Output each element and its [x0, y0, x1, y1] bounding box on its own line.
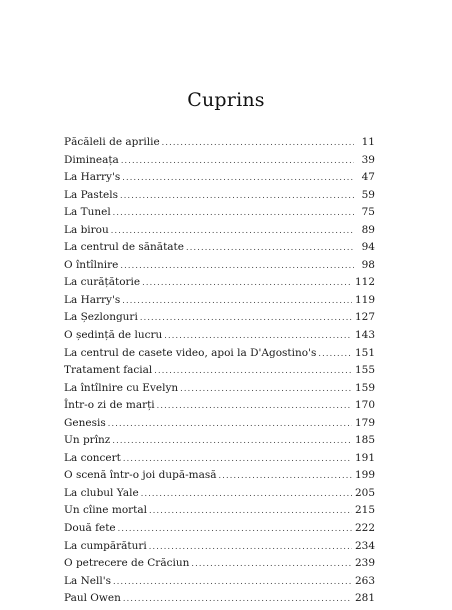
- dot-leader: [112, 436, 352, 446]
- toc-entry: [64, 540, 375, 558]
- toc-entry-title: La Tunel: [64, 206, 111, 219]
- table-of-contents: [64, 136, 375, 610]
- toc-entry-page-number: 47: [361, 171, 375, 184]
- toc-entry-page-number: 11: [361, 136, 375, 148]
- toc-entry-page-number: 263: [354, 574, 375, 587]
- toc-entry-title: Două fete: [64, 522, 116, 535]
- toc-entry: [64, 364, 375, 382]
- toc-entry: [64, 504, 375, 522]
- dot-leader: [111, 226, 354, 236]
- toc-entry-page-number: 127: [354, 311, 375, 324]
- toc-entry-page-number: 179: [354, 416, 375, 429]
- toc-entry-title: Un prînz: [64, 434, 111, 447]
- toc-entry-title: La întîlnire cu Evelyn: [64, 381, 179, 394]
- dot-leader: [219, 471, 352, 481]
- toc-entry: [64, 452, 375, 470]
- toc-entry: [64, 154, 375, 172]
- dot-leader: [122, 173, 354, 183]
- toc-entry: [64, 382, 375, 400]
- toc-entry-page-number: 75: [361, 206, 375, 219]
- dot-leader: [180, 384, 352, 394]
- dot-leader: [120, 191, 354, 201]
- toc-entry: [64, 206, 375, 224]
- dot-leader: [123, 594, 352, 604]
- toc-entry: [64, 259, 375, 277]
- toc-entry-page-number: 39: [361, 153, 375, 166]
- toc-entry-page-number: 185: [354, 434, 375, 447]
- toc-entry-page-number: 151: [354, 346, 375, 359]
- toc-entry-title: La centrul de casete video, apoi la D'Agostino's: [64, 346, 317, 359]
- dot-leader: [186, 243, 354, 253]
- toc-entry-title: La centrul de sănătate: [64, 241, 184, 254]
- toc-entry-page-number: 143: [354, 329, 375, 342]
- dot-leader: [122, 296, 352, 306]
- dot-leader: [164, 331, 352, 341]
- toc-entry-page-number: 98: [361, 258, 375, 271]
- toc-entry-title: Dimineața: [64, 153, 119, 166]
- toc-entry-page-number: 222: [354, 522, 375, 535]
- dot-leader: [154, 366, 352, 376]
- toc-entry-page-number: 205: [354, 486, 375, 499]
- toc-entry-page-number: 94: [361, 241, 375, 254]
- toc-entry-title: La curățătorie: [64, 276, 141, 289]
- dot-leader: [121, 156, 354, 166]
- toc-entry-page-number: 199: [354, 469, 375, 482]
- toc-entry-title: Paul Owen: [64, 592, 121, 605]
- toc-entry: [64, 241, 375, 259]
- toc-entry-title: Într-o zi de marți: [64, 399, 155, 412]
- dot-leader: [141, 489, 352, 499]
- dot-leader: [140, 313, 352, 323]
- toc-entry-title: O întîlnire: [64, 258, 119, 271]
- toc-entry-page-number: 112: [354, 276, 375, 289]
- toc-entry-title: La birou: [64, 223, 109, 236]
- toc-entry-title: O petrecere de Crăciun: [64, 557, 190, 570]
- toc-entry: [64, 434, 375, 452]
- dot-leader: [123, 454, 352, 464]
- toc-entry: [64, 136, 375, 154]
- dot-leader: [142, 278, 352, 288]
- toc-entry: [64, 522, 375, 540]
- toc-entry-page-number: 234: [354, 539, 375, 552]
- dot-leader: [120, 261, 354, 271]
- toc-entry: [64, 399, 375, 417]
- toc-entry-title: La clubul Yale: [64, 486, 139, 499]
- toc-entry-title: La Harry's: [64, 293, 121, 306]
- toc-entry: [64, 171, 375, 189]
- toc-entry: [64, 224, 375, 242]
- page-title: Cuprins: [187, 89, 265, 111]
- dot-leader: [318, 349, 352, 359]
- toc-entry: [64, 417, 375, 435]
- dot-leader: [113, 577, 352, 587]
- toc-entry-page-number: 159: [354, 381, 375, 394]
- toc-entry-title: La Nell's: [64, 574, 111, 587]
- toc-entry: [64, 329, 375, 347]
- toc-entry-title: La concert: [64, 451, 121, 464]
- toc-entry: [64, 311, 375, 329]
- dot-leader: [157, 401, 352, 411]
- toc-entry: [64, 189, 375, 207]
- toc-entry: [64, 592, 375, 610]
- toc-entry-title: O ședință de lucru: [64, 329, 163, 342]
- dot-leader: [162, 138, 354, 148]
- dot-leader: [149, 506, 352, 516]
- toc-entry: [64, 276, 375, 294]
- dot-leader: [149, 542, 352, 552]
- toc-entry-title: La cumpărături: [64, 539, 147, 552]
- toc-entry-page-number: 281: [354, 592, 375, 605]
- toc-entry: [64, 575, 375, 593]
- toc-entry-page-number: 239: [354, 557, 375, 570]
- toc-entry-title: La Harry's: [64, 171, 121, 184]
- toc-entry: [64, 469, 375, 487]
- toc-entry: [64, 557, 375, 575]
- toc-entry-title: O scenă într-o joi după-masă: [64, 469, 217, 482]
- toc-entry-title: Tratament facial: [64, 364, 153, 377]
- toc-entry-page-number: 215: [354, 504, 375, 517]
- toc-entry-title: Genesis: [64, 416, 106, 429]
- toc-entry: [64, 294, 375, 312]
- toc-entry-page-number: 191: [354, 451, 375, 464]
- dot-leader: [108, 419, 352, 429]
- toc-entry: [64, 487, 375, 505]
- toc-entry-page-number: 119: [354, 293, 375, 306]
- dot-leader: [191, 559, 352, 569]
- toc-entry-page-number: 59: [361, 188, 375, 201]
- toc-entry-page-number: 89: [361, 223, 375, 236]
- toc-entry-title: Un cîine mortal: [64, 504, 147, 517]
- toc-entry-page-number: 155: [354, 364, 375, 377]
- toc-entry-page-number: 170: [354, 399, 375, 412]
- toc-entry-title: La Pastels: [64, 188, 118, 201]
- toc-entry-title: Păcăleli de aprilie: [64, 136, 160, 148]
- dot-leader: [113, 208, 354, 218]
- toc-entry-title: La Șezlonguri: [64, 311, 138, 324]
- toc-entry: [64, 347, 375, 365]
- dot-leader: [118, 524, 352, 534]
